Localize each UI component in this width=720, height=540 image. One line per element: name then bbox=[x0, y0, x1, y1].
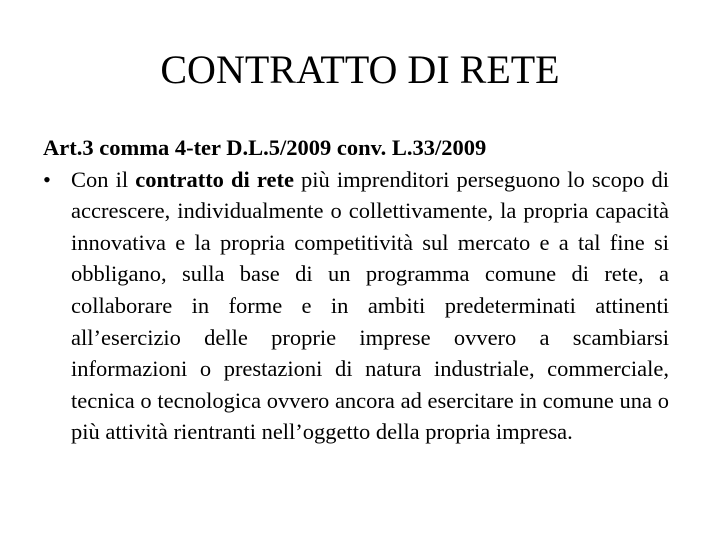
bullet-icon: • bbox=[43, 166, 51, 192]
bullet-text-after: più imprenditori perseguono lo scopo di accrescere, individualmente o collettivamente, la propria capacità innovativa e la propria competitività sul mercato e a tal fine si obbligano, sulla base di un programma comune di rete, a collaborare in forme e in ambiti predeterminati attinenti all’esercizio delle proprie imprese ovvero a scambiarsi informazioni o prestazioni di natura industriale, commerciale, tecnica o tecnologica ovvero ancora ad esercitare in comune una o più attività rientranti nell’oggetto della propria impresa. bbox=[71, 166, 669, 445]
slide-body bbox=[43, 132, 669, 448]
bullet-text-before: Con il bbox=[71, 166, 136, 192]
slide-title: CONTRATTO DI RETE bbox=[160, 47, 560, 92]
bullet-text-bold: contratto di rete bbox=[135, 166, 294, 192]
bullet-paragraph bbox=[43, 164, 669, 448]
article-reference: Art.3 comma 4-ter D.L.5/2009 conv. L.33/2009 bbox=[43, 135, 487, 160]
